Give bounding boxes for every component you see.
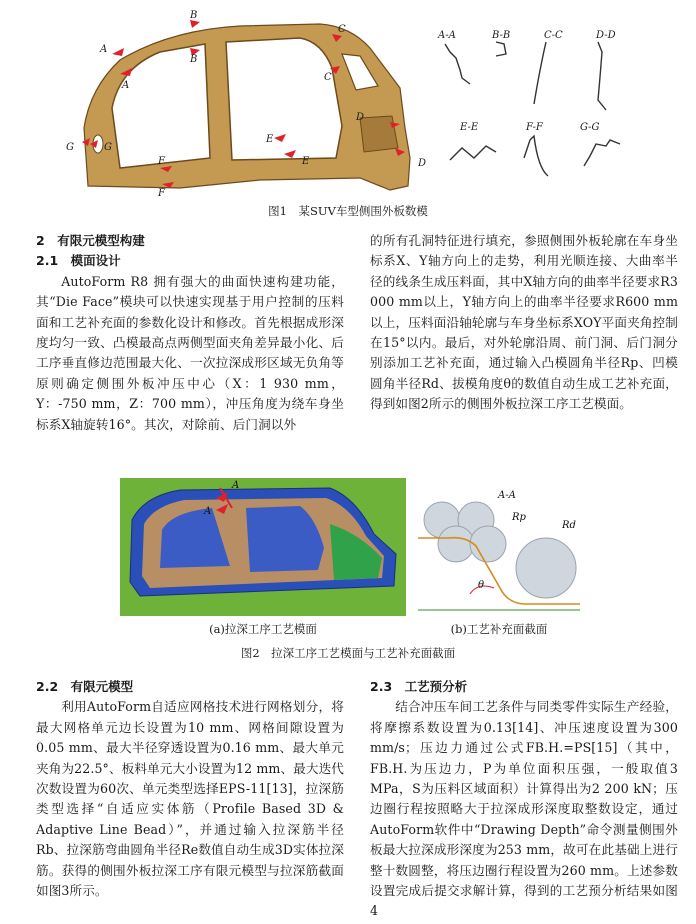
section-label-aa: A-A: [438, 30, 456, 41]
section-label-cc: C-C: [544, 30, 563, 41]
side-panel-body: [84, 24, 410, 190]
section-label-ee: E-E: [460, 122, 479, 133]
label-a2: A: [122, 80, 130, 91]
label-g1: G: [66, 142, 74, 153]
label-c2: C: [324, 72, 332, 83]
section2-2-para: 利用AutoForm自适应网格技术进行网格划分，将最大网格单元边长设置为10 mm、网格间隙设置为0.05 mm、最大半径穿透设置为0.16 mm、最大单元夹角为22.5°、板料单元大小设置为12 mm、最大迭代次数设置为60次、单元类型选择EPS-11[13]，拉深筋类型选择“自适应实体筋（Profile Based 3D & Adaptive Line Bead）”，并通过输入拉深筋半径Rb、拉深筋弯曲圆角半径Re数值自动生成3D实体拉深筋。获得的侧围外板拉深工序有限元模型与拉深筋截面如图3所示。: [36, 699, 344, 899]
figure1-side-panel-model: [60, 8, 660, 198]
section2-1-heading: 2.1 模面设计: [36, 253, 121, 269]
section-label-dd: D-D: [596, 30, 616, 41]
figure2a-caption: (a)拉深工序工艺模面: [209, 622, 317, 636]
section-profiles: [445, 42, 620, 176]
label-e2: E: [302, 156, 310, 167]
section2-3-para: 结合冲压车间工艺条件与同类零件实际生产经验，将摩擦系数设置为0.13[14]、冲压速度设置为300 mm/s；压边力通过公式FB.H.=PS[15]（其中，FB.H.为压边力，P为单位面积压强，一般取值3 MPa，S为压料区域面积）计算得出为2 200 kN；压边圈行程按照略大于拉深成形深度取整数设定，通过AutoForm软件中“Drawing Depth”命令测量侧围外板最大拉深成形深度为253 mm，故可在此基础上进行整十数圆整，将压边圈行程设置为260 mm。上述参数设置完成后提交求解计算，得到的工艺预分析结果如图4: [370, 699, 678, 919]
fig2b-section-label: A-A: [498, 490, 516, 501]
section2-1-para1: AutoForm R8 拥有强大的曲面快速构建功能，其“Die Face”模块可以快速实现基于用户控制的压料面和工艺补充面的参数化设计和修改。首先根据成形深度均匀一致、凸模最高点两侧型面夹角差异最小化、后工序垂直修边范围最大化、一次拉深成形区域无负角等原则确定侧围外板冲压中心（X：1 930 mm，Y：-750 mm，Z：700 mm），冲压角度为绕车身坐标系X轴旋转16°。其次，对除前、后门洞以外: [36, 273, 344, 432]
label-d2: D: [418, 158, 427, 169]
section2-2: [36, 677, 344, 901]
fig2b-rd-label: Rd: [562, 520, 576, 531]
label-a1: A: [100, 44, 108, 55]
figure2b-caption: (b)工艺补充面截面: [450, 622, 548, 636]
section2-1-para2: 的所有孔洞特征进行填充，参照侧围外板轮廓在车身坐标系X、Y轴方向上的走势，利用光顺连接、大曲率半径的线条生成压料面，其中X轴方向的曲率半径要求R3 000 mm以上，Y轴方向上的曲率半径要求R600 mm以上，压料面沿轴轮廓与车身坐标系XOY平面夹角控制在15°以内。最后，对外轮廓沿周、前门洞、后门洞分别添加工艺补充面，通过输入凸模圆角半径Rp、凹模圆角半径Rd、拔模角度θ的数值自动生成工艺补充面，得到如图2所示的侧围外板拉深工序工艺模面。: [370, 233, 678, 412]
figure1-caption: 图1 某SUV车型侧围外板数模: [268, 204, 428, 218]
label-e1: E: [266, 134, 274, 145]
fig2a-label-a2: A: [204, 506, 212, 517]
section-label-ff: F-F: [526, 122, 543, 133]
figure2a-die-face: [120, 478, 406, 616]
section-label-gg: G-G: [580, 122, 600, 133]
label-d1: D: [356, 112, 365, 123]
section2-3: [370, 677, 678, 922]
label-f1: F: [158, 156, 165, 167]
label-c1: C: [338, 24, 346, 35]
label-f2: F: [158, 188, 165, 198]
label-b2: B: [190, 54, 198, 65]
label-b1: B: [190, 10, 198, 21]
section2-right-top: [370, 231, 678, 415]
section2-2-heading: 2.2 有限元模型: [36, 679, 134, 694]
fig2b-theta-label: θ: [478, 580, 485, 591]
label-g2: G: [104, 142, 112, 153]
section2-3-heading: 2.3 工艺预分析: [370, 679, 468, 694]
figure2b-section: [418, 478, 580, 616]
section-label-bb: B-B: [492, 30, 511, 41]
figure2-caption: 图2 拉深工序工艺模面与工艺补充面截面: [240, 646, 456, 660]
section2-heading: 2 有限元模型构建: [36, 233, 145, 248]
section2-left-top: [36, 231, 344, 435]
fig2b-rp-label: Rp: [512, 512, 526, 523]
fig2a-label-a1: A: [232, 480, 240, 491]
